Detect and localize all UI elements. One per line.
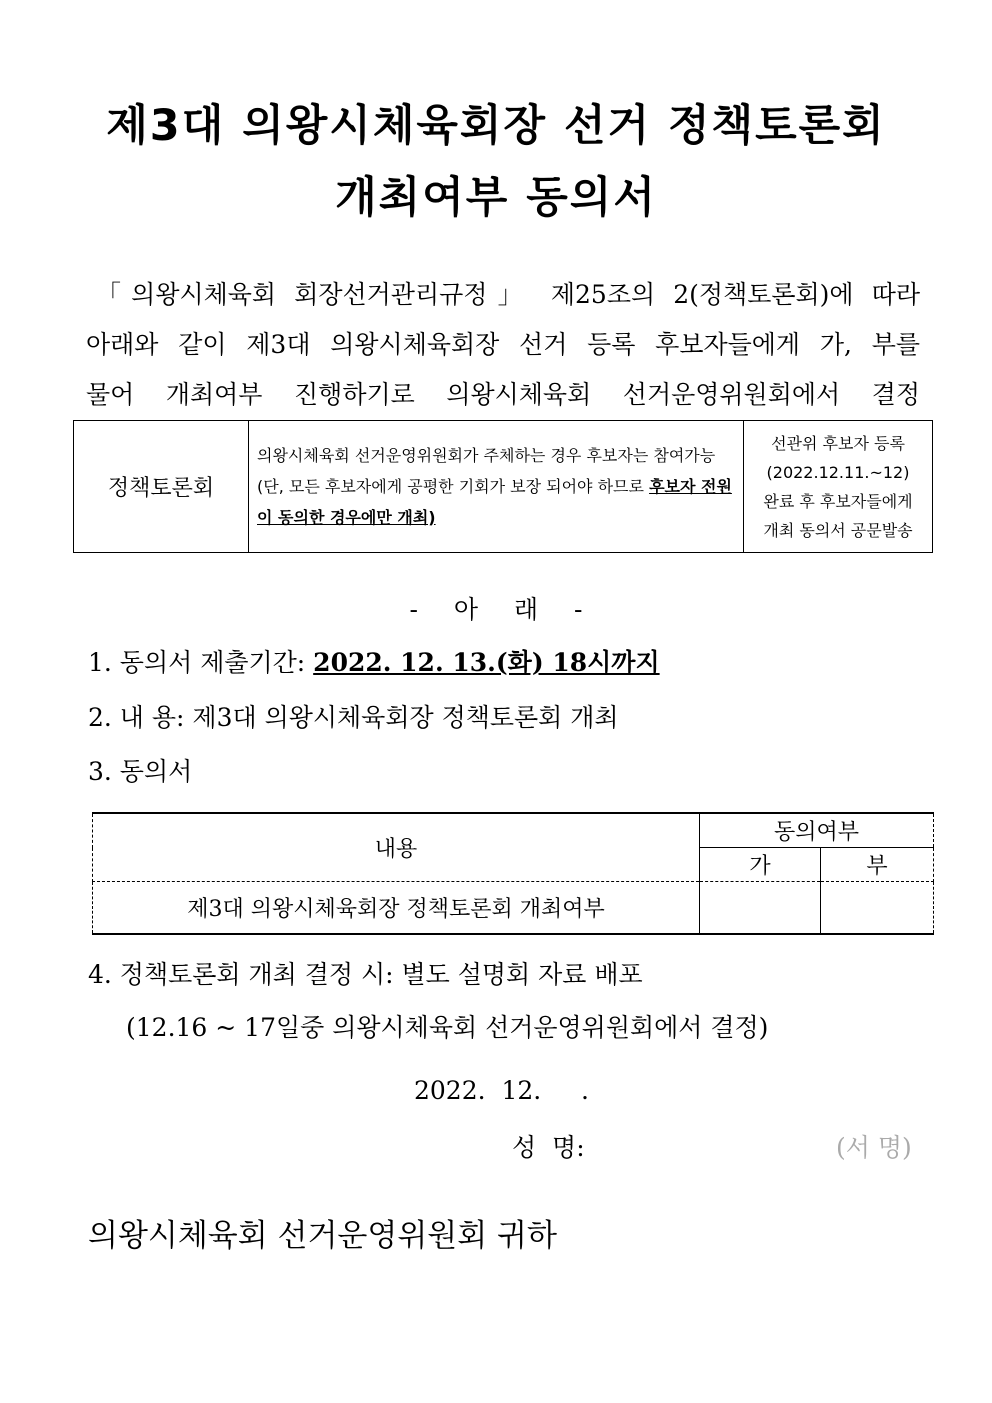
item-decision-sub: (12.16 ~ 17일중 의왕시체육회 선거운영위원회에서 결정) [126, 1013, 769, 1042]
intro-line: 「의왕시체육회 회장선거관리규정」 제25조의 2(정책토론회)에 따라 [96, 280, 920, 309]
item-submission-period [88, 643, 660, 679]
recipient: 의왕시체육회 선거운영위원회 귀하 [88, 1218, 557, 1254]
header-content: 내용 [93, 813, 700, 882]
row-content: 제3대 의왕시체육회장 정책토론회 개최여부 [93, 882, 700, 934]
item-decision: 4. 정책토론회 개최 결정 시: 별도 설명회 자료 배포 [88, 960, 643, 989]
row-yes-cell[interactable] [700, 882, 821, 934]
below-heading: - 아 래 - [409, 595, 583, 624]
row-no-cell[interactable] [821, 882, 934, 934]
policy-note-line: 개최 동의서 공문발송 [763, 520, 913, 540]
policy-note-line: 완료 후 후보자들에게 [763, 491, 913, 511]
policy-description-emphasis: 후보자 전원이 동의한 경우에만 개최) [257, 477, 732, 527]
item1-value: 2022. 12. 13.(화) 18시까지 [313, 648, 660, 677]
policy-description-text: 의왕시체육회 선거운영위원회가 주체하는 경우 후보자는 참여가능(단, 모든 후보자에게 공평한 기회가 보장 되어야 하므로 [257, 446, 716, 496]
intro-line: 아래와 같이 제3대 의왕시체육회장 선거 등록 후보자들에게 가, 부를 [86, 330, 920, 359]
agreement-table [92, 812, 934, 935]
policy-label: 정책토론회 [74, 421, 249, 553]
signature-name-label: 성 명: [512, 1133, 585, 1162]
item1-label: 1. 동의서 제출기간: [88, 648, 314, 677]
document-title-line1: 제3대 의왕시체육회장 선거 정책토론회 [106, 101, 886, 151]
policy-note [744, 421, 933, 553]
intro-paragraph [86, 270, 920, 420]
document-title-line2: 개최여부 동의서 [335, 173, 657, 223]
policy-note-line: 선관위 후보자 등록 [771, 433, 905, 453]
signature-hint: (서 명) [836, 1133, 912, 1162]
header-yes: 가 [700, 848, 821, 882]
header-agree: 동의여부 [700, 813, 934, 848]
policy-note-line: (2022.12.11.~12) [766, 462, 910, 482]
intro-line: 물어 개최여부 진행하기로 의왕시체육회 선거운영위원회에서 결정 [86, 380, 920, 409]
item-consent-form: 3. 동의서 [88, 757, 193, 786]
policy-table [73, 420, 933, 553]
signature-date: 2022. 12. . [414, 1076, 589, 1105]
header-no: 부 [821, 848, 934, 882]
policy-description [249, 421, 744, 553]
item-content: 2. 내 용: 제3대 의왕시체육회장 정책토론회 개최 [88, 703, 619, 732]
